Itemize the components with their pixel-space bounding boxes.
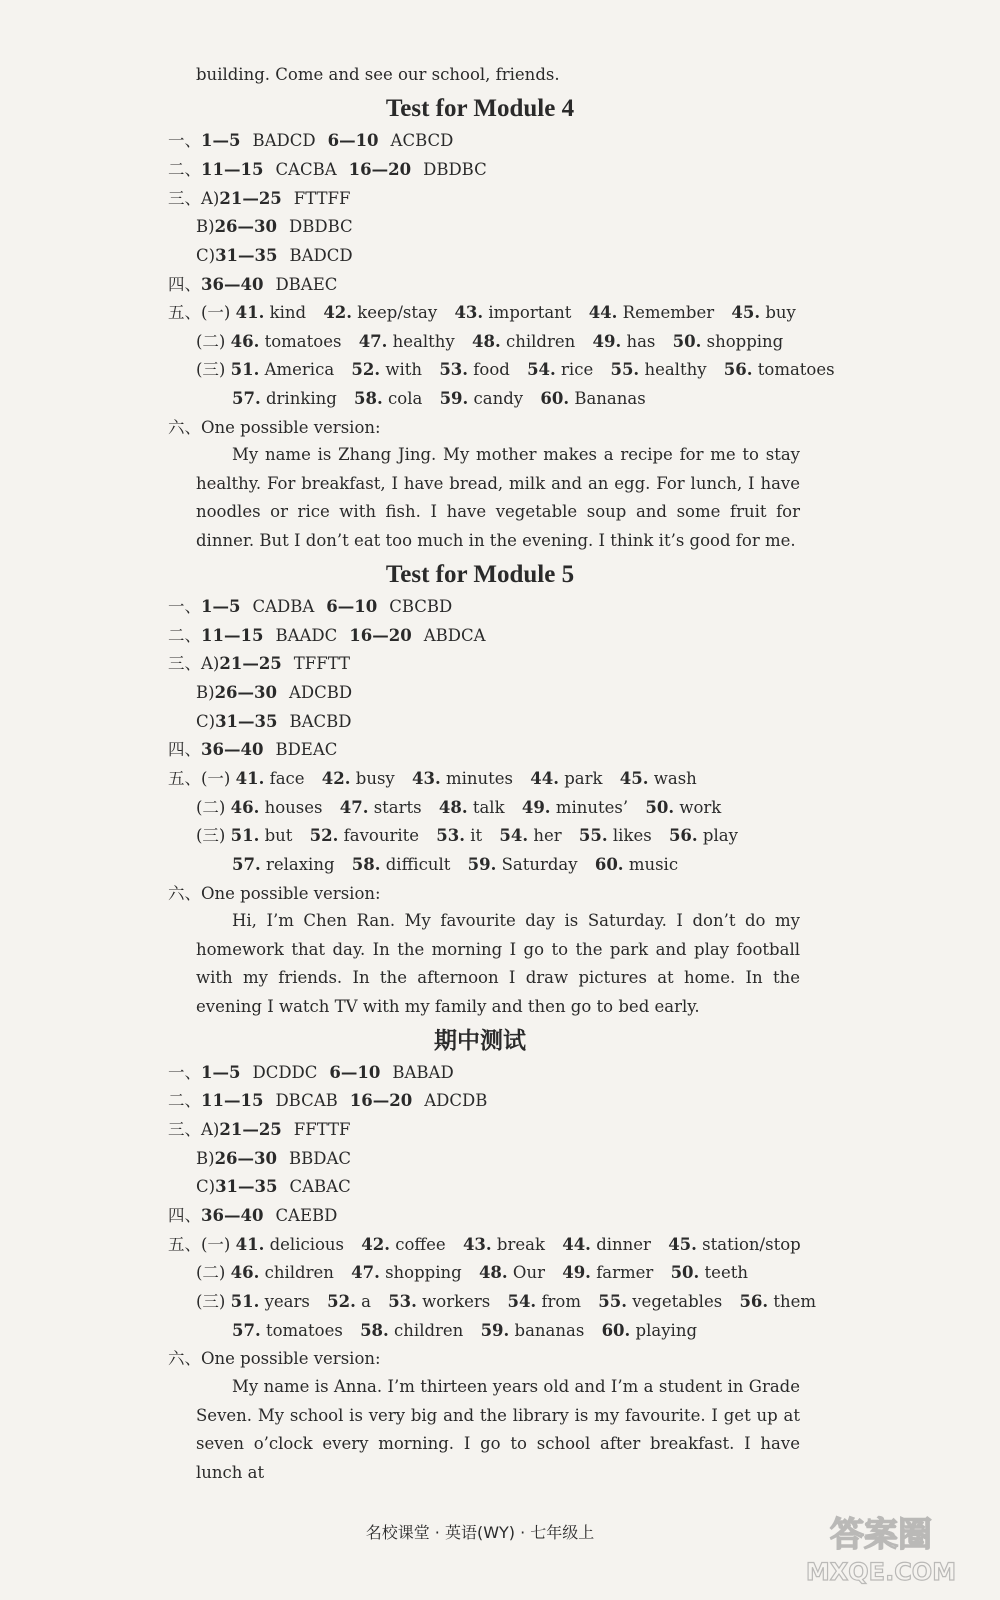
answer-row-46-50: (二) 46. houses 47. starts 48. talk 49. minutes’ 50. work (196, 798, 722, 817)
sample-essay: My name is Zhang Jing. My mother makes a recipe for me to stay healthy. For breakfast, I have bread, milk and an egg. For lunch, I have noodles or rice with fish. I have vegetable soup and some fruit for dinner. But I don’t eat too much in the evening. I think it’s good for me. (196, 445, 800, 550)
answer-row-31-35: C)31—35 CABAC (196, 1177, 351, 1196)
answer-row-26-30: B)26—30 ADCBD (196, 683, 353, 702)
answer-row-11-15: 二、11—15 DBCAB 16—20 ADCDB (168, 1091, 488, 1110)
answer-row-51-56: (三) 51. years 52. a 53. workers 54. from 55. vegetables 56. them (196, 1292, 817, 1311)
answer-row-36-40: 四、36—40 DBAEC (168, 275, 338, 294)
writing-section-label: 六、One possible version: (168, 418, 381, 437)
answer-row-1-5: 一、1—5 CADBA 6—10 CBCBD (168, 597, 453, 616)
answer-row-36-40: 四、36—40 BDEAC (168, 740, 338, 759)
answer-row-46-50: (二) 46. children 47. shopping 48. Our 49. farmer 50. teeth (196, 1263, 748, 1282)
site-watermark-logo (786, 1508, 976, 1588)
answer-row-51-56: (三) 51. but 52. favourite 53. it 54. her 55. likes 56. play (196, 826, 738, 845)
sample-essay: My name is Anna. I’m thirteen years old and I’m a student in Grade Seven. My school is very big and the library is my favourite. I get up at seven o’clock every morning. I go to school after breakfast. I have lunch at (196, 1377, 800, 1482)
answer-row-11-15: 二、11—15 CACBA 16—20 DBDBC (168, 160, 487, 179)
answer-row-21-25: 三、A)21—25 FTTFF (168, 189, 351, 208)
answer-row-57-60: 57. drinking 58. cola 59. candy 60. Bananas (232, 389, 646, 408)
answer-row-57-60: 57. tomatoes 58. children 59. bananas 60. playing (232, 1321, 698, 1340)
answer-row-21-25: 三、A)21—25 FFTTF (168, 1120, 351, 1139)
watermark-top-text: 答案圈 (830, 1515, 932, 1555)
section-title-module-4: Test for Module 4 (385, 95, 575, 122)
section-title-module-5: Test for Module 5 (385, 561, 575, 588)
answer-row-26-30: B)26—30 DBDBC (196, 217, 353, 236)
answer-row-11-15: 二、11—15 BAADC 16—20 ABDCA (168, 626, 486, 645)
section-title-midterm: 期中测试 (434, 1028, 526, 1054)
answer-row-1-5: 一、1—5 DCDDC 6—10 BABAD (168, 1063, 454, 1082)
sample-essay: Hi, I’m Chen Ran. My favourite day is Saturday. I don’t do my homework that day. In the morning I go to the park and play football with my friends. In the afternoon I draw pictures at home. In the evening I watch TV with my family and then go to bed early. (196, 911, 800, 1016)
watermark-bottom-text: MXQE.COM (805, 1558, 957, 1586)
page-footer: 名校课堂 · 英语(WY) · 七年级上 (365, 1523, 595, 1542)
answer-row-41-45: 五、(一) 41. kind 42. keep/stay 43. important 44. Remember 45. buy (168, 303, 796, 322)
writing-section-label: 六、One possible version: (168, 1349, 381, 1368)
answer-row-41-45: 五、(一) 41. face 42. busy 43. minutes 44. park 45. wash (168, 769, 697, 788)
answer-row-1-5: 一、1—5 BADCD 6—10 ACBCD (168, 131, 454, 150)
answer-row-31-35: C)31—35 BACBD (196, 712, 352, 731)
answer-row-57-60: 57. relaxing 58. difficult 59. Saturday 60. music (232, 855, 679, 874)
answer-row-41-45: 五、(一) 41. delicious 42. coffee 43. break 44. dinner 45. station/stop (168, 1235, 801, 1254)
answer-row-51-56: (三) 51. America 52. with 53. food 54. rice 55. healthy 56. tomatoes (196, 360, 835, 379)
answer-row-31-35: C)31—35 BADCD (196, 246, 353, 265)
answer-row-21-25: 三、A)21—25 TFFTT (168, 654, 351, 673)
answer-row-36-40: 四、36—40 CAEBD (168, 1206, 338, 1225)
answer-row-46-50: (二) 46. tomatoes 47. healthy 48. children 49. has 50. shopping (196, 332, 784, 351)
continued-essay-line: building. Come and see our school, friends. (196, 65, 560, 84)
answer-row-26-30: B)26—30 BBDAC (196, 1149, 352, 1168)
writing-section-label: 六、One possible version: (168, 884, 381, 903)
